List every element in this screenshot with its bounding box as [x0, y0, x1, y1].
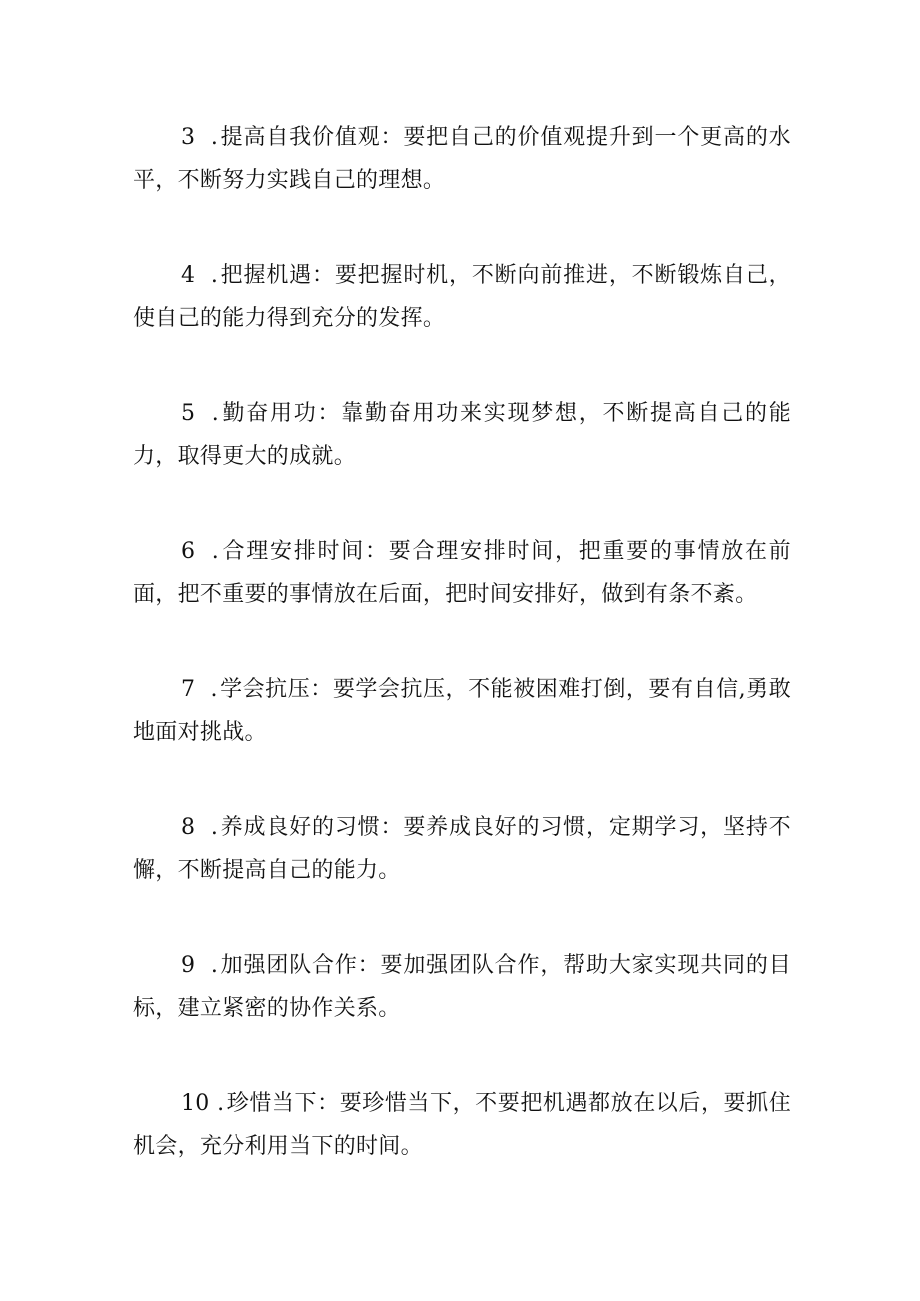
item-title: 勤奋用功	[221, 401, 318, 426]
item-number: 9	[181, 953, 196, 978]
item-separator: ：	[312, 263, 335, 288]
item-body: 要加强团队合作，帮助大家实现共同的目标，建立紧密的协作关系。	[133, 953, 791, 1021]
item-dot: .	[203, 125, 219, 150]
item-body: 要学会抗压，不能被困难打倒，要有自信,勇敢地面对挑战。	[133, 677, 791, 745]
item-title: 合理安排时间	[221, 539, 365, 564]
item-title: 加强团队合作	[220, 953, 358, 978]
item-number: 7	[181, 677, 196, 702]
item-dot: .	[203, 953, 219, 978]
item-body: 要珍惜当下，不要把机遇都放在以后，要抓住机会，充分利用当下的时间。	[133, 1091, 791, 1159]
tips-list	[133, 116, 791, 1220]
item-separator: ：	[310, 677, 333, 702]
item-dot: .	[203, 677, 218, 702]
item-body: 要把自己的价值观提升到一个更高的水平，不断努力实践自己的理想。	[133, 125, 791, 193]
list-item	[133, 1082, 791, 1168]
item-title: 提高自我价值观	[220, 125, 381, 150]
item-dot: .	[209, 1091, 225, 1116]
item-number: 6	[181, 539, 196, 564]
item-separator: ：	[317, 1091, 340, 1116]
list-item	[133, 392, 791, 478]
item-number: 4	[181, 263, 196, 288]
item-body: 要合理安排时间，把重要的事情放在前面，把不重要的事情放在后面，把时间安排好，做到有条不紊。	[133, 539, 791, 607]
list-item	[133, 530, 791, 616]
item-body: 要养成良好的习惯，定期学习，坚持不懈，不断提高自己的能力。	[133, 815, 791, 883]
list-item	[133, 944, 791, 1030]
item-separator: ：	[317, 401, 342, 426]
item-separator: ：	[380, 125, 404, 150]
item-separator: ：	[364, 539, 389, 564]
item-dot: .	[203, 263, 219, 288]
item-dot: .	[203, 815, 219, 840]
item-number: 5	[181, 401, 196, 426]
item-number: 8	[181, 815, 196, 840]
list-item	[133, 116, 791, 202]
item-title: 学会抗压	[219, 677, 311, 702]
item-title: 养成良好的习惯	[220, 815, 381, 840]
item-body: 要把握时机，不断向前推进，不断锻炼自己，使自己的能力得到充分的发挥。	[133, 263, 791, 331]
item-title: 把握机遇	[220, 263, 312, 288]
list-item	[133, 668, 791, 754]
item-number: 10	[181, 1091, 210, 1116]
list-item	[133, 254, 791, 340]
item-dot: .	[203, 401, 220, 426]
item-title: 珍惜当下	[226, 1091, 318, 1116]
item-dot: .	[203, 539, 220, 564]
item-body: 靠勤奋用功来实现梦想，不断提高自己的能力，取得更大的成就。	[133, 401, 792, 469]
item-separator: ：	[380, 815, 404, 840]
item-number: 3	[181, 125, 196, 150]
item-separator: ：	[357, 953, 381, 978]
list-item	[133, 806, 791, 892]
